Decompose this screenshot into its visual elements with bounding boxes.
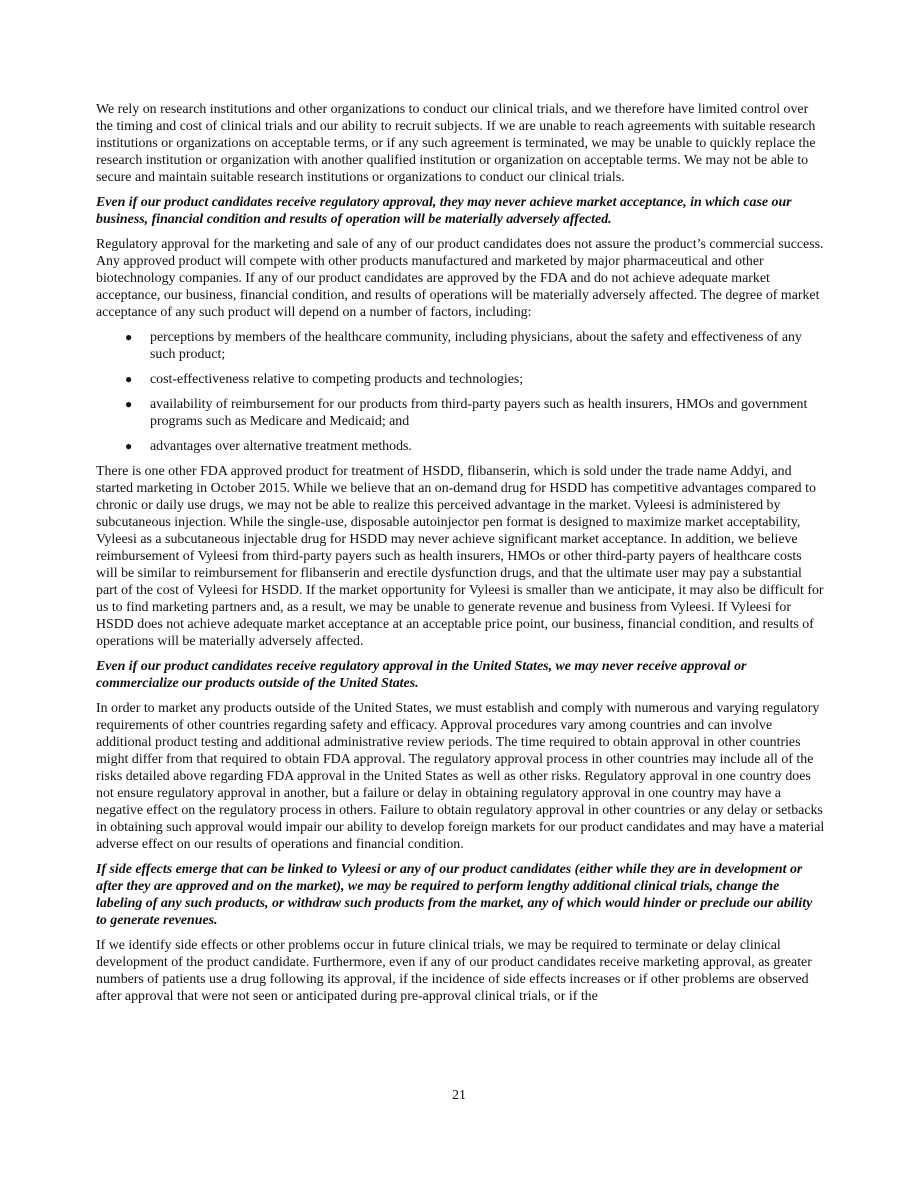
risk-factor-heading: Even if our product candidates receive regulatory approval in the United States, we may never receive approval or commercialize our products outside of the United States.	[96, 659, 747, 691]
list-item-text: advantages over alternative treatment methods.	[150, 439, 412, 454]
body-paragraph: If we identify side effects or other problems occur in future clinical trials, we may be required to terminate or delay clinical development of the product candidate. Furthermore, even if any of our product candidates receive marketing approval, as greater numbers of patients use a drug following its approval, if the incidence of side effects increases or if other problems are observed after approval that were not seen or anticipated during pre-approval clinical trials, or if the	[96, 938, 812, 1004]
list-item-text: cost-effectiveness relative to competing products and technologies;	[150, 372, 524, 387]
bullet-icon: ●	[125, 330, 133, 344]
list-item	[96, 396, 826, 430]
list-item	[96, 438, 826, 455]
list-item	[96, 329, 826, 363]
list-item-text: availability of reimbursement for our products from third-party payers such as health insurers, HMOs and government programs such as Medicare and Medicaid; and	[150, 397, 808, 429]
page-number: 21	[452, 1088, 466, 1103]
risk-factor-heading: Even if our product candidates receive regulatory approval, they may never achieve market acceptance, in which case our business, financial condition and results of operation will be materially adversely affected.	[96, 195, 792, 227]
bullet-icon: ●	[125, 397, 133, 411]
list-item-text: perceptions by members of the healthcare community, including physicians, about the safety and effectiveness of any such product;	[150, 330, 802, 362]
list-item	[96, 371, 826, 388]
body-paragraph: There is one other FDA approved product for treatment of HSDD, flibanserin, which is sold under the trade name Addyi, and started marketing in October 2015. While we believe that an on-demand drug for HSDD has competitive advantages compared to chronic or daily use drugs, we may not be able to realize this perceived advantage in the market. Vyleesi is administered by subcutaneous injection. While the single-use, disposable autoinjector pen format is designed to maximize market acceptability, Vyleesi as a subcutaneous injectable drug for HSDD may never achieve significant market acceptance. In addition, we believe reimbursement of Vyleesi from third-party payers such as health insurers, HMOs or other third-party payers of healthcare costs will be similar to reimbursement for flibanserin and erectile dysfunction drugs, and that the ultimate user may pay a substantial part of the cost of Vyleesi for HSDD. If the market opportunity for Vyleesi is smaller than we anticipate, it may also be difficult for us to find marketing partners and, as a result, we may be unable to generate revenue and business from Vyleesi. If Vyleesi for HSDD does not achieve adequate market acceptance at an acceptable price point, our business, financial condition, and results of operations will be materially adversely affected.	[96, 464, 824, 649]
bullet-icon: ●	[125, 372, 133, 386]
body-paragraph: Regulatory approval for the marketing and sale of any of our product candidates does not assure the product’s commercial success. Any approved product will compete with other products manufactured and marketed by major pharmaceutical and other biotechnology companies. If any of our product candidates are approved by the FDA and do not achieve adequate market acceptance, our business, financial condition, and results of operations will be materially adversely affected. The degree of market acceptance of any such product will depend on a number of factors, including:	[96, 237, 824, 320]
risk-factor-heading: If side effects emerge that can be linked to Vyleesi or any of our product candidates (either while they are in development or after they are approved and on the market), we may be required to perform lengthy additional clinical trials, change the labeling of any such products, or withdraw such products from the market, any of which would hinder or preclude our ability to generate revenues.	[96, 862, 813, 928]
body-paragraph: We rely on research institutions and other organizations to conduct our clinical trials, and we therefore have limited control over the timing and cost of clinical trials and our ability to recruit subjects. If we are unable to reach agreements with suitable research institutions or organizations on acceptable terms, or if any such agreement is terminated, we may be unable to quickly replace the research institution or organization with another qualified institution or organization on acceptable terms. We may not be able to secure and maintain suitable research institutions or organizations to conduct our clinical trials.	[96, 102, 816, 185]
bullet-icon: ●	[125, 439, 133, 453]
factor-list	[96, 329, 826, 455]
page-body	[96, 101, 826, 1013]
body-paragraph: In order to market any products outside of the United States, we must establish and comply with numerous and varying regulatory requirements of other countries regarding safety and efficacy. Approval procedures vary among countries and can involve additional product testing and additional administrative review periods. The time required to obtain approval in other countries might differ from that required to obtain FDA approval. The regulatory approval process in other countries may include all of the risks detailed above regarding FDA approval in the United States as well as other risks. Regulatory approval in one country does not ensure regulatory approval in another, but a failure or delay in obtaining regulatory approval in one country may have a negative effect on the regulatory process in others. Failure to obtain regulatory approval in other countries or any delay or setbacks in obtaining such approval would impair our ability to develop foreign markets for our product candidates and may have a material adverse effect on our results of operations and financial condition.	[96, 701, 825, 852]
